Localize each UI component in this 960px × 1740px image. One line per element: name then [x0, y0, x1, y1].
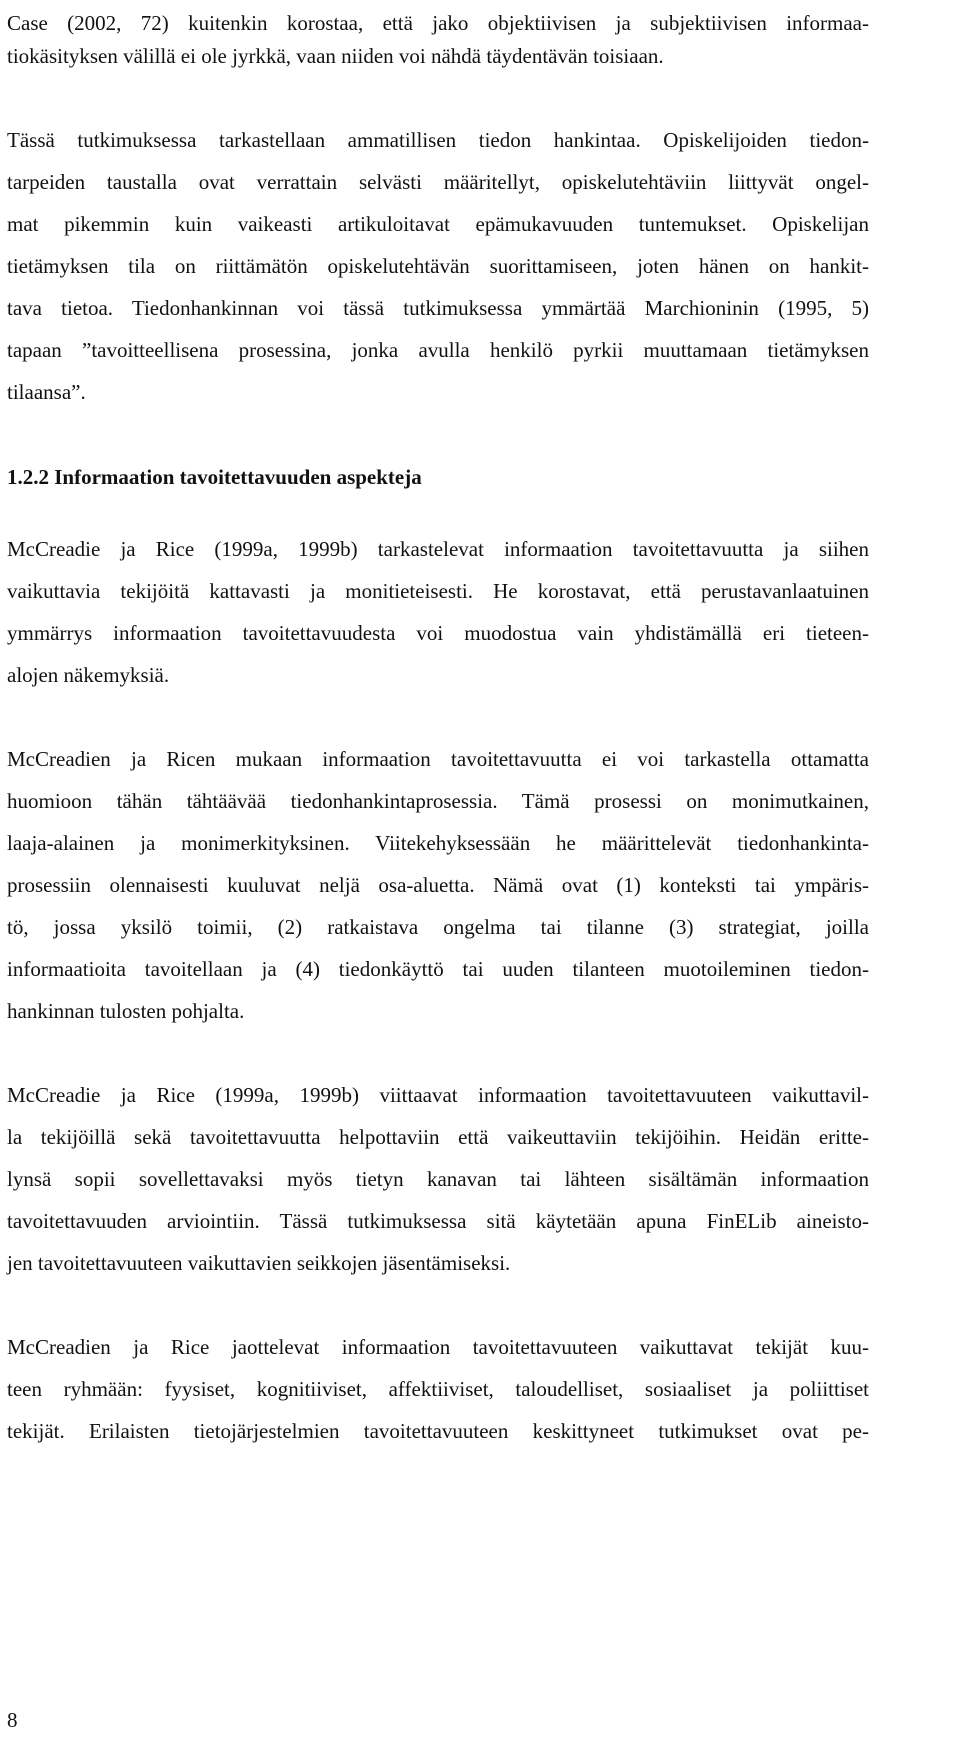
paragraph-2-line-4: tietämyksen tila on riittämätön opiskelutehtävän suorittamiseen, joten hänen on hankit-	[7, 254, 869, 278]
paragraph-5-line-4: tavoitettavuuden arviointiin. Tässä tutkimuksessa sitä käytetään apuna FinELib aineisto-	[7, 1209, 869, 1233]
paragraph-1-line-1: Case (2002, 72) kuitenkin korostaa, että jako objektiivisen ja subjektiivisen informaa-	[7, 11, 869, 35]
paragraph-6-line-2: teen ryhmään: fyysiset, kognitiiviset, affektiiviset, taloudelliset, sosiaaliset ja poliittiset	[7, 1377, 869, 1401]
paragraph-3-line-3: ymmärrys informaation tavoitettavuudesta voi muodostua vain yhdistämällä eri tieteen-	[7, 621, 869, 645]
paragraph-4-line-4: prosessiin olennaisesti kuuluvat neljä osa-aluetta. Nämä ovat (1) konteksti tai ympäris-	[7, 873, 869, 897]
paragraph-2-line-3: mat pikemmin kuin vaikeasti artikuloitavat epämukavuuden tuntemukset. Opiskelijan	[7, 212, 869, 236]
paragraph-3-line-4: alojen näkemyksiä.	[7, 663, 170, 687]
paragraph-4-line-6: informaatioita tavoitellaan ja (4) tiedonkäyttö tai uuden tilanteen muotoileminen tiedon-	[7, 957, 869, 981]
paragraph-4-line-7: hankinnan tulosten pohjalta.	[7, 999, 245, 1023]
paragraph-4-line-5: tö, jossa yksilö toimii, (2) ratkaistava ongelma tai tilanne (3) strategiat, joilla	[7, 915, 869, 939]
page-number: 8	[7, 1708, 18, 1732]
paragraph-4-line-3: laaja-alainen ja monimerkityksinen. Viitekehyksessään he määrittelevät tiedonhankinta-	[7, 831, 869, 855]
paragraph-2-line-2: tarpeiden taustalla ovat verrattain selvästi määritellyt, opiskelutehtäviin liittyvät ongel-	[7, 170, 869, 194]
section-heading: 1.2.2 Informaation tavoitettavuuden aspekteja	[7, 465, 422, 489]
paragraph-4-line-1: McCreadien ja Ricen mukaan informaation tavoitettavuutta ei voi tarkastella ottamatta	[7, 747, 869, 771]
paragraph-5-line-1: McCreadie ja Rice (1999a, 1999b) viittaavat informaation tavoitettavuuteen vaikuttavil-	[7, 1083, 869, 1107]
paragraph-2-line-5: tava tietoa. Tiedonhankinnan voi tässä tutkimuksessa ymmärtää Marchioninin (1995, 5)	[7, 296, 869, 320]
paragraph-2-line-7: tilaansa”.	[7, 380, 86, 404]
paragraph-2-line-6: tapaan ”tavoitteellisena prosessina, jonka avulla henkilö pyrkii muuttamaan tietämyksen	[7, 338, 869, 362]
paragraph-3-line-2: vaikuttavia tekijöitä kattavasti ja monitieteisesti. He korostavat, että perustavanlaatuinen	[7, 579, 869, 603]
paragraph-6-line-3: tekijät. Erilaisten tietojärjestelmien tavoitettavuuteen keskittyneet tutkimukset ovat pe-	[7, 1419, 869, 1443]
paragraph-5-line-5: jen tavoitettavuuteen vaikuttavien seikkojen jäsentämiseksi.	[7, 1251, 511, 1275]
paragraph-6-line-1: McCreadien ja Rice jaottelevat informaation tavoitettavuuteen vaikuttavat tekijät kuu-	[7, 1335, 869, 1359]
paragraph-4-line-2: huomioon tähän tähtäävää tiedonhankintaprosessia. Tämä prosessi on monimutkainen,	[7, 789, 869, 813]
paragraph-1-line-2: tiokäsityksen välillä ei ole jyrkkä, vaan niiden voi nähdä täydentävän toisiaan.	[7, 44, 664, 68]
paragraph-5-line-2: la tekijöillä sekä tavoitettavuutta helpottaviin että vaikeuttaviin tekijöihin. Heidän erittе-	[7, 1125, 869, 1149]
paragraph-5-line-3: lynsä sopii sovellettavaksi myös tietyn kanavan tai lähteen sisältämän informaation	[7, 1167, 869, 1191]
paragraph-2-line-1: Tässä tutkimuksessa tarkastellaan ammatillisen tiedon hankintaa. Opiskelijoiden tiedon-	[7, 128, 869, 152]
paragraph-3-line-1: McCreadie ja Rice (1999a, 1999b) tarkastelevat informaation tavoitettavuutta ja siihen	[7, 537, 869, 561]
